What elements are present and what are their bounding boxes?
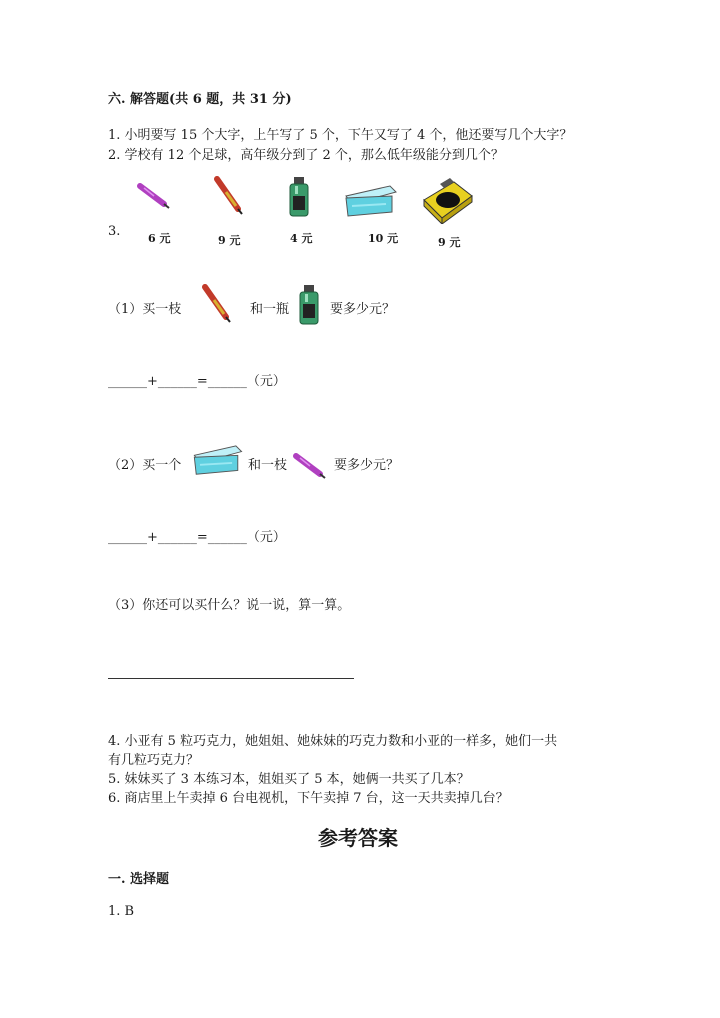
plus-sign: + xyxy=(147,530,158,545)
question-5: 5. 妹妹买了 3 本练习本，姐姐买了 5 本，她俩一共买了几本？ xyxy=(108,772,470,787)
price-glue: 4 元 xyxy=(290,232,313,245)
price-pencil-box: 10 元 xyxy=(368,232,399,245)
unit-label: （元） xyxy=(246,530,286,545)
price-pen: 6 元 xyxy=(148,232,171,245)
sub1-part-c: 要多少元？ xyxy=(330,302,396,317)
glue-bottle-icon xyxy=(298,284,320,326)
sub1-part-b: 和一瓶 xyxy=(250,302,290,317)
blank-3[interactable]: ______ xyxy=(207,374,247,389)
blank-2[interactable]: ______ xyxy=(157,530,197,545)
sub2-part-a: （2）买一个 xyxy=(108,458,182,473)
question-6: 6. 商店里上午卖掉 6 台电视机，下午卖掉 7 台，这一天共卖掉几台？ xyxy=(108,791,509,806)
sub2-part-b: 和一枝 xyxy=(248,458,288,473)
section-heading: 六. 解答题(共 6 题，共 31 分) xyxy=(108,92,292,107)
unit-label: （元） xyxy=(246,374,286,389)
question-2: 2. 学校有 12 个足球，高年级分到了 2 个，那么低年级能分到几个？ xyxy=(108,148,504,163)
pen-icon xyxy=(136,180,172,214)
sub1-equation xyxy=(108,370,286,389)
blank-2[interactable]: ______ xyxy=(157,374,197,389)
plus-sign: + xyxy=(147,374,158,389)
equals-sign: = xyxy=(196,530,208,545)
blank-1[interactable]: ______ xyxy=(108,530,147,545)
sub2-part-c: 要多少元？ xyxy=(334,458,400,473)
question-1: 1. 小明要写 15 个大字，上午写了 5 个，下午又写了 4 个，他还要写几个大字？ xyxy=(108,128,573,143)
sub3-answer-line[interactable] xyxy=(108,678,354,679)
glue-bottle-icon xyxy=(288,176,310,218)
sub2-equation xyxy=(108,526,286,545)
answers-section-heading: 一. 选择题 xyxy=(108,872,170,887)
equals-sign: = xyxy=(196,374,208,389)
blank-1[interactable]: ______ xyxy=(108,374,147,389)
marker-icon xyxy=(212,176,246,216)
sub3-question: （3）你还可以买什么？说一说，算一算。 xyxy=(108,598,351,613)
marker-icon xyxy=(200,284,234,324)
price-marker: 9 元 xyxy=(218,234,241,247)
pencil-box-icon xyxy=(342,184,398,220)
pen-icon xyxy=(292,450,328,484)
answers-title: 参考答案 xyxy=(318,826,398,850)
answer-1: 1. B xyxy=(108,904,135,919)
question-4-line-2: 有几粒巧克力？ xyxy=(108,753,200,768)
stapler-icon xyxy=(420,176,476,224)
pencil-box-icon xyxy=(190,444,244,478)
blank-3[interactable]: ______ xyxy=(207,530,247,545)
sub1-part-a: （1）买一枝 xyxy=(108,302,182,317)
question-4-line-1: 4. 小亚有 5 粒巧克力，她姐姐、她妹妹的巧克力数和小亚的一样多，她们一共 xyxy=(108,734,558,749)
price-stapler: 9 元 xyxy=(438,236,461,249)
question-3-number: 3. xyxy=(108,224,121,239)
